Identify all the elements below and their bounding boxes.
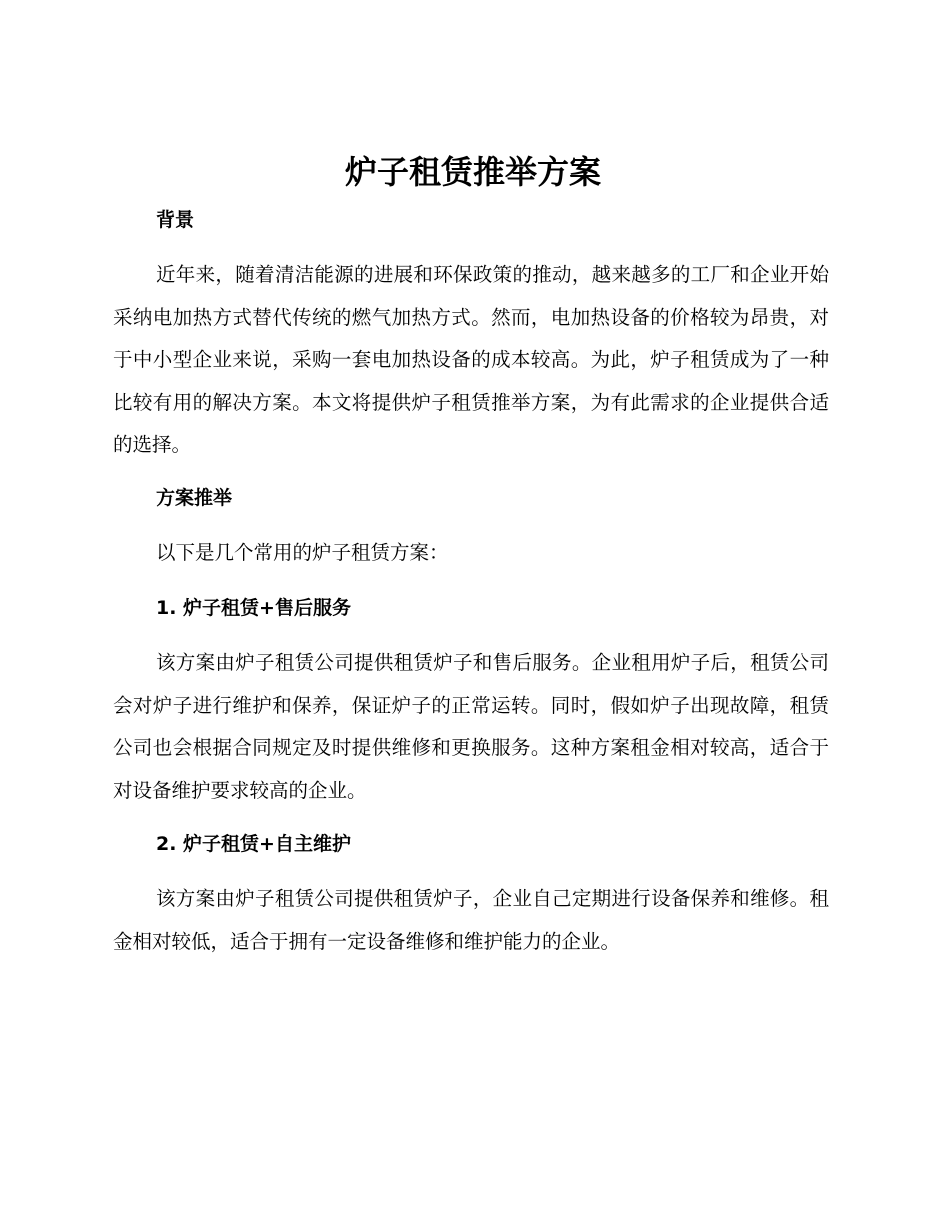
plan2-paragraph: 该方案由炉子租赁公司提供租赁炉子，企业自己定期进行设备保养和维修。租金相对较低，适合于拥有一定设备维修和维护能力的企业。 [113,887,829,953]
plan1-heading: 1. 炉子租赁+售后服务 [156,597,351,619]
section-heading-plans: 方案推举 [156,487,233,509]
background-paragraph: 近年来，随着清洁能源的进展和环保政策的推动，越来越多的工厂和企业开始采纳电加热方式替代传统的燃气加热方式。然而，电加热设备的价格较为昂贵，对于中小型企业来说，采购一套电加热设备的成本较高。为此，炉子租赁成为了一种比较有用的解决方案。本文将提供炉子租赁推举方案，为有此需求的企业提供合适的选择。 [113,263,829,456]
plan1-paragraph: 该方案由炉子租赁公司提供租赁炉子和售后服务。企业租用炉子后，租赁公司会对炉子进行维护和保养，保证炉子的正常运转。同时，假如炉子出现故障，租赁公司也会根据合同规定及时提供维修和更换服务。这种方案租金相对较高，适合于对设备维护要求较高的企业。 [113,651,829,802]
document-title: 炉子租赁推举方案 [344,153,601,191]
plans-intro: 以下是几个常用的炉子租赁方案： [156,541,449,564]
plan2-heading: 2. 炉子租赁+自主维护 [156,833,351,855]
section-heading-background: 背景 [156,209,195,231]
